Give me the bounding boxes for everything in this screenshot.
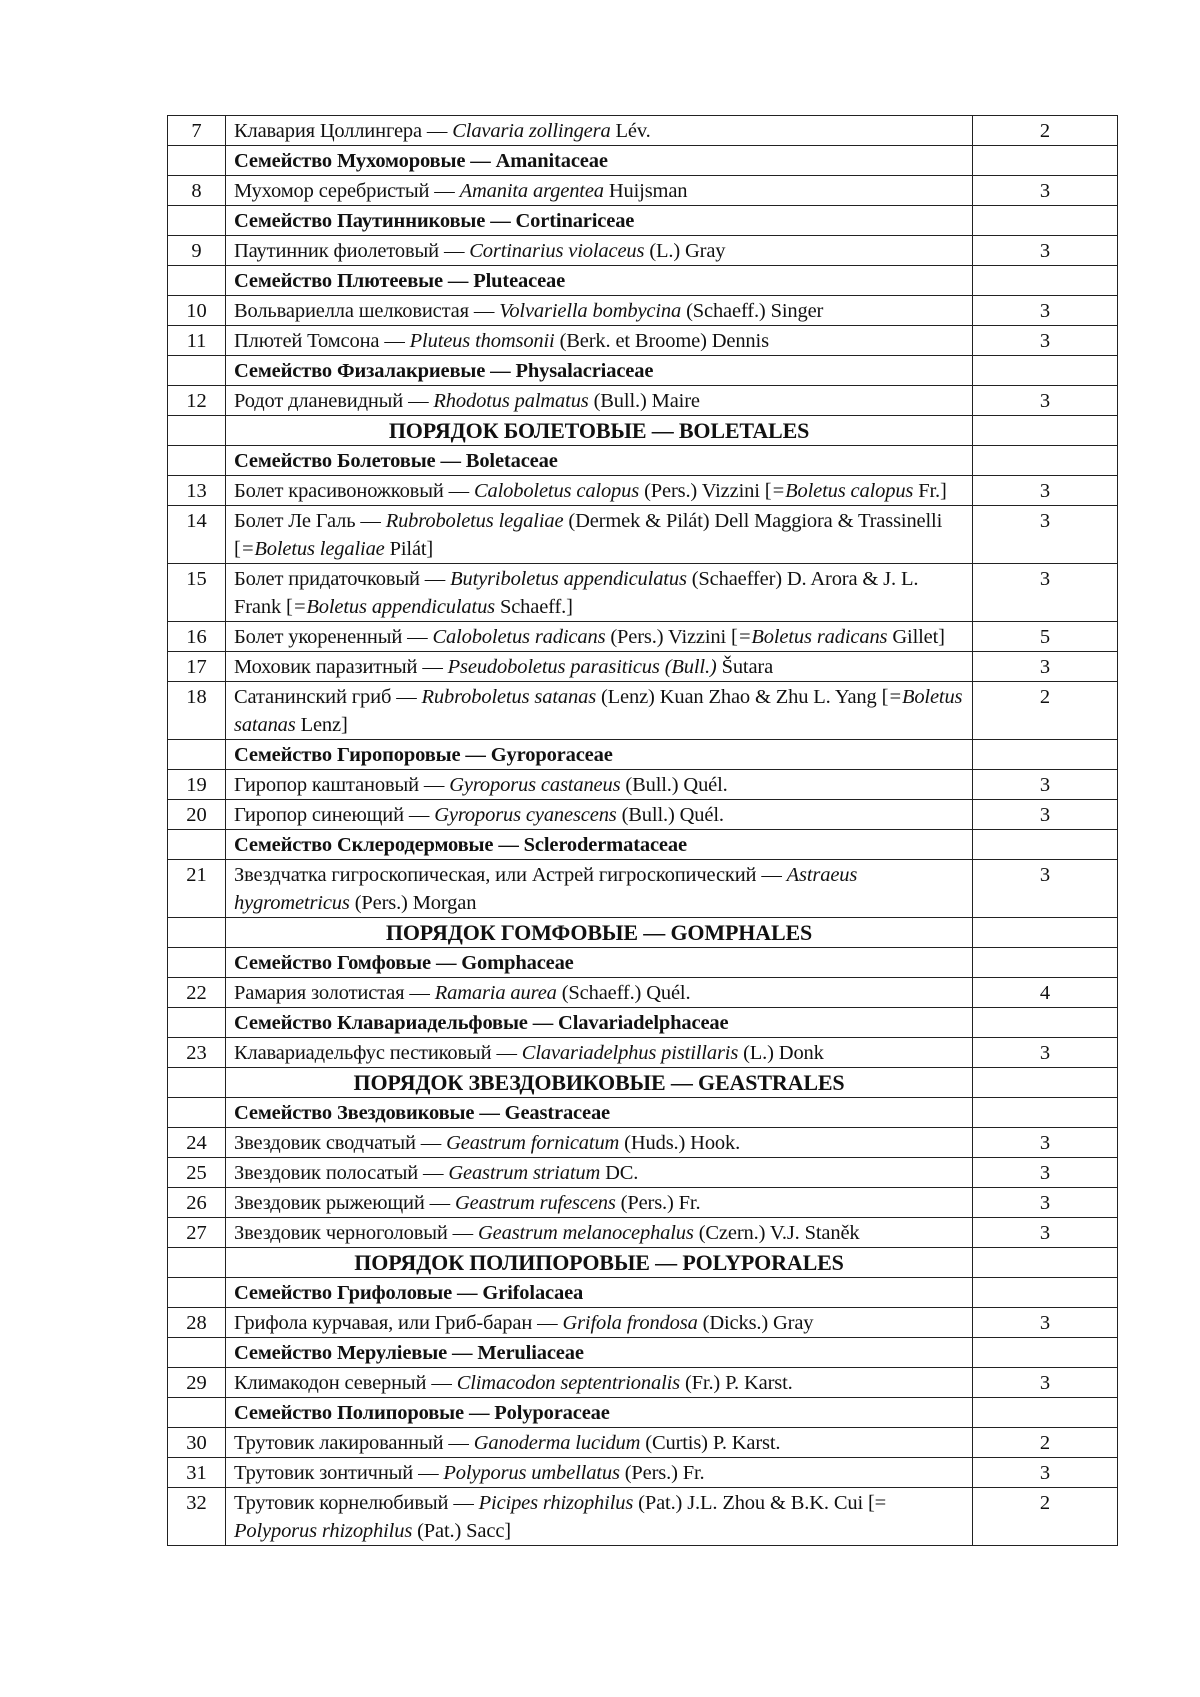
name-text: Звездовик рыжеющий — bbox=[234, 1192, 455, 1214]
row-number-cell bbox=[168, 146, 226, 176]
name-text: Семейство Физалакриевые — Physalacriaceae bbox=[234, 360, 654, 382]
latin-name-text: Grifola frondosa bbox=[562, 1312, 698, 1334]
category-cell: 3 bbox=[973, 800, 1118, 830]
name-text: (Berk. et Broome) Dennis bbox=[554, 330, 769, 352]
name-text: Звездовик полосатый — bbox=[234, 1162, 449, 1184]
name-text: Lév. bbox=[610, 120, 651, 142]
name-text: Семейство Полипоровые — Polyporaceae bbox=[234, 1402, 610, 1424]
row-number-cell: 29 bbox=[168, 1368, 226, 1398]
latin-name-text: Amanita argentea bbox=[459, 180, 604, 202]
species-name-cell bbox=[226, 1188, 973, 1218]
taxon-heading-cell bbox=[226, 356, 973, 386]
name-text: Звездовик черноголовый — bbox=[234, 1222, 478, 1244]
latin-name-text: Gyroporus castaneus bbox=[449, 774, 621, 796]
order-header-row bbox=[168, 918, 1118, 948]
name-text: Болет укорененный — bbox=[234, 626, 433, 648]
species-row bbox=[168, 1128, 1118, 1158]
category-cell bbox=[973, 206, 1118, 236]
category-cell: 3 bbox=[973, 236, 1118, 266]
category-cell: 5 bbox=[973, 622, 1118, 652]
name-text: Pilát] bbox=[384, 538, 434, 560]
name-text: Трутовик зонтичный — bbox=[234, 1462, 444, 1484]
species-name-cell bbox=[226, 682, 973, 740]
family-header-row bbox=[168, 1098, 1118, 1128]
name-text: Семейство Меруліевые — Meruliaceae bbox=[234, 1342, 584, 1364]
species-name-cell bbox=[226, 770, 973, 800]
name-text: (Lenz) Kuan Zhao & Zhu L. Yang [ bbox=[596, 686, 889, 708]
row-number-cell: 25 bbox=[168, 1158, 226, 1188]
name-text: (Pat.) Sacc] bbox=[412, 1520, 511, 1542]
family-header-row bbox=[168, 1338, 1118, 1368]
species-row bbox=[168, 1488, 1118, 1546]
latin-name-text: =Boletus satanas bbox=[234, 686, 963, 736]
name-text: (Pat.) J.L. Zhou & B.K. Cui [= bbox=[633, 1492, 887, 1514]
taxon-heading-cell bbox=[226, 918, 973, 948]
species-name-cell bbox=[226, 1038, 973, 1068]
name-text: (Pers.) Fr. bbox=[619, 1462, 705, 1484]
species-table-body bbox=[168, 116, 1118, 1546]
category-cell: 3 bbox=[973, 1368, 1118, 1398]
row-number-cell: 24 bbox=[168, 1128, 226, 1158]
species-name-cell bbox=[226, 176, 973, 206]
taxon-heading-cell bbox=[226, 416, 973, 446]
name-text: (Pers.) Fr. bbox=[615, 1192, 701, 1214]
species-row bbox=[168, 860, 1118, 918]
order-header-row bbox=[168, 1248, 1118, 1278]
latin-name-text: Gyroporus cyanescens bbox=[434, 804, 617, 826]
species-name-cell bbox=[226, 296, 973, 326]
category-cell: 3 bbox=[973, 1128, 1118, 1158]
name-text: (Dermek & Pilát) Dell Maggiora & Trassinelli [ bbox=[234, 510, 943, 560]
family-header-row bbox=[168, 356, 1118, 386]
category-cell bbox=[973, 1278, 1118, 1308]
row-number-cell: 11 bbox=[168, 326, 226, 356]
family-header-row bbox=[168, 266, 1118, 296]
species-name-cell bbox=[226, 1308, 973, 1338]
row-number-cell bbox=[168, 1068, 226, 1098]
row-number-cell bbox=[168, 1398, 226, 1428]
latin-name-text: Volvariella bombycina bbox=[499, 300, 682, 322]
latin-name-text: Geastrum fornicatum bbox=[446, 1132, 620, 1154]
row-number-cell: 7 bbox=[168, 116, 226, 146]
latin-name-text: Pseudoboletus parasiticus (Bull.) bbox=[447, 656, 717, 678]
species-row bbox=[168, 978, 1118, 1008]
latin-name-text: Ramaria aurea bbox=[434, 982, 557, 1004]
row-number-cell bbox=[168, 1278, 226, 1308]
category-cell bbox=[973, 1098, 1118, 1128]
species-row bbox=[168, 386, 1118, 416]
species-row bbox=[168, 1368, 1118, 1398]
category-cell bbox=[973, 146, 1118, 176]
species-name-cell bbox=[226, 1428, 973, 1458]
latin-name-text: Ganoderma lucidum bbox=[473, 1432, 641, 1454]
row-number-cell: 22 bbox=[168, 978, 226, 1008]
family-header-row bbox=[168, 446, 1118, 476]
category-cell: 3 bbox=[973, 296, 1118, 326]
taxon-heading-cell bbox=[226, 446, 973, 476]
species-name-cell bbox=[226, 116, 973, 146]
category-cell: 2 bbox=[973, 1488, 1118, 1546]
family-header-row bbox=[168, 1278, 1118, 1308]
name-text: (Dicks.) Gray bbox=[697, 1312, 814, 1334]
category-cell: 3 bbox=[973, 326, 1118, 356]
species-row bbox=[168, 116, 1118, 146]
species-row bbox=[168, 326, 1118, 356]
species-name-cell bbox=[226, 1158, 973, 1188]
latin-name-text: Caloboletus calopus bbox=[473, 480, 640, 502]
name-text: Семейство Гиропоровые — Gyroporaceae bbox=[234, 744, 613, 766]
row-number-cell: 21 bbox=[168, 860, 226, 918]
taxon-heading-cell bbox=[226, 206, 973, 236]
latin-name-text: =Boletus calopus bbox=[771, 480, 914, 502]
row-number-cell bbox=[168, 740, 226, 770]
row-number-cell: 14 bbox=[168, 506, 226, 564]
name-text: (Schaeff.) Singer bbox=[681, 300, 824, 322]
row-number-cell: 31 bbox=[168, 1458, 226, 1488]
category-cell: 3 bbox=[973, 1158, 1118, 1188]
category-cell: 2 bbox=[973, 682, 1118, 740]
species-table bbox=[167, 115, 1118, 1546]
taxon-heading-cell bbox=[226, 1338, 973, 1368]
row-number-cell: 32 bbox=[168, 1488, 226, 1546]
name-text: Клавариадельфус пестиковый — bbox=[234, 1042, 522, 1064]
category-cell bbox=[973, 356, 1118, 386]
row-number-cell bbox=[168, 918, 226, 948]
category-cell bbox=[973, 416, 1118, 446]
species-name-cell bbox=[226, 1488, 973, 1546]
name-text: Мухомор серебристый — bbox=[234, 180, 460, 202]
species-row bbox=[168, 1188, 1118, 1218]
order-header-row bbox=[168, 1068, 1118, 1098]
taxon-heading-cell bbox=[226, 740, 973, 770]
row-number-cell bbox=[168, 1008, 226, 1038]
name-text: (Pers.) Vizzini [ bbox=[605, 626, 738, 648]
name-text: Клавария Цоллингера — bbox=[234, 120, 453, 142]
family-header-row bbox=[168, 1398, 1118, 1428]
name-text: Родот дланевидный — bbox=[234, 390, 434, 412]
category-cell bbox=[973, 918, 1118, 948]
row-number-cell bbox=[168, 446, 226, 476]
category-cell bbox=[973, 740, 1118, 770]
name-text: Семейство Склеродермовые — Sclerodermataceae bbox=[234, 834, 687, 856]
species-row bbox=[168, 1458, 1118, 1488]
latin-name-text: Pluteus thomsonii bbox=[409, 330, 555, 352]
species-name-cell bbox=[226, 386, 973, 416]
category-cell: 3 bbox=[973, 770, 1118, 800]
name-text: (Huds.) Hook. bbox=[619, 1132, 741, 1154]
name-text: Болет красивоножковый — bbox=[234, 480, 474, 502]
category-cell bbox=[973, 1068, 1118, 1098]
latin-name-text: Butyriboletus appendiculatus bbox=[450, 568, 687, 590]
name-text: (Bull.) Quél. bbox=[620, 774, 728, 796]
species-row bbox=[168, 800, 1118, 830]
species-row bbox=[168, 770, 1118, 800]
species-name-cell bbox=[226, 1128, 973, 1158]
category-cell: 3 bbox=[973, 176, 1118, 206]
category-cell bbox=[973, 1248, 1118, 1278]
name-text: Huijsman bbox=[603, 180, 688, 202]
species-name-cell bbox=[226, 564, 973, 622]
name-text: (Schaeffer) D. Arora & J. L. Frank [ bbox=[234, 568, 919, 618]
name-text: (Bull.) Maire bbox=[588, 390, 700, 412]
species-row bbox=[168, 652, 1118, 682]
latin-name-text: Rubroboletus legaliae bbox=[385, 510, 564, 532]
name-text: Плютей Томсона — bbox=[234, 330, 410, 352]
name-text: Болет придаточковый — bbox=[234, 568, 451, 590]
taxon-heading-cell bbox=[226, 266, 973, 296]
species-row bbox=[168, 1158, 1118, 1188]
name-text: Трутовик лакированный — bbox=[234, 1432, 474, 1454]
species-row bbox=[168, 506, 1118, 564]
family-header-row bbox=[168, 206, 1118, 236]
latin-name-text: Picipes rhizophilus bbox=[478, 1492, 634, 1514]
row-number-cell bbox=[168, 1248, 226, 1278]
species-name-cell bbox=[226, 236, 973, 266]
species-name-cell bbox=[226, 506, 973, 564]
category-cell bbox=[973, 446, 1118, 476]
species-name-cell bbox=[226, 652, 973, 682]
order-header-row bbox=[168, 416, 1118, 446]
name-text: Сатанинский гриб — bbox=[234, 686, 422, 708]
category-cell: 4 bbox=[973, 978, 1118, 1008]
name-text: Звездчатка гигроскопическая, или Астрей гигроскопический — bbox=[234, 864, 787, 886]
row-number-cell: 9 bbox=[168, 236, 226, 266]
name-text: (L.) Gray bbox=[644, 240, 726, 262]
name-text: Грифола курчавая, или Гриб-баран — bbox=[234, 1312, 563, 1334]
name-text: (Fr.) P. Karst. bbox=[680, 1372, 793, 1394]
row-number-cell: 26 bbox=[168, 1188, 226, 1218]
row-number-cell bbox=[168, 1098, 226, 1128]
category-cell bbox=[973, 830, 1118, 860]
latin-name-text: Geastrum melanocephalus bbox=[477, 1222, 694, 1244]
name-text: Вольвариелла шелковистая — bbox=[234, 300, 500, 322]
taxon-heading-cell bbox=[226, 146, 973, 176]
name-text: Рамария золотистая — bbox=[234, 982, 435, 1004]
family-header-row bbox=[168, 830, 1118, 860]
species-name-cell bbox=[226, 978, 973, 1008]
name-text: ПОРЯДОК ГОМФОВЫЕ — GOMPHALES bbox=[385, 920, 813, 945]
species-name-cell bbox=[226, 622, 973, 652]
name-text: Паутинник фиолетовый — bbox=[234, 240, 470, 262]
species-name-cell bbox=[226, 476, 973, 506]
family-header-row bbox=[168, 1008, 1118, 1038]
row-number-cell: 17 bbox=[168, 652, 226, 682]
name-text: Болет Ле Галь — bbox=[234, 510, 386, 532]
species-row bbox=[168, 476, 1118, 506]
row-number-cell bbox=[168, 416, 226, 446]
row-number-cell: 19 bbox=[168, 770, 226, 800]
name-text: Моховик паразитный — bbox=[234, 656, 448, 678]
category-cell: 3 bbox=[973, 386, 1118, 416]
category-cell: 3 bbox=[973, 506, 1118, 564]
row-number-cell bbox=[168, 266, 226, 296]
row-number-cell: 18 bbox=[168, 682, 226, 740]
name-text: Fr.] bbox=[913, 480, 947, 502]
category-cell: 3 bbox=[973, 476, 1118, 506]
latin-name-text: Climacodon septentrionalis bbox=[456, 1372, 680, 1394]
row-number-cell: 15 bbox=[168, 564, 226, 622]
latin-name-text: Clavaria zollingera bbox=[452, 120, 611, 142]
name-text: Семейство Гомфовые — Gomphaceae bbox=[234, 952, 574, 974]
row-number-cell: 16 bbox=[168, 622, 226, 652]
latin-name-text: Clavariadelphus pistillaris bbox=[521, 1042, 739, 1064]
name-text: Семейство Паутинниковые — Cortinariceae bbox=[234, 210, 635, 232]
latin-name-text: Polyporus umbellatus bbox=[443, 1462, 620, 1484]
category-cell: 2 bbox=[973, 1428, 1118, 1458]
latin-name-text: Rubroboletus satanas bbox=[421, 686, 597, 708]
species-name-cell bbox=[226, 1458, 973, 1488]
row-number-cell: 10 bbox=[168, 296, 226, 326]
category-cell: 3 bbox=[973, 1458, 1118, 1488]
row-number-cell: 20 bbox=[168, 800, 226, 830]
name-text: ПОРЯДОК БОЛЕТОВЫЕ — BOLETALES bbox=[388, 418, 810, 443]
species-row bbox=[168, 564, 1118, 622]
name-text: (Czern.) V.J. Staněk bbox=[693, 1222, 860, 1244]
row-number-cell: 27 bbox=[168, 1218, 226, 1248]
name-text: ПОРЯДОК ПОЛИПОРОВЫЕ — POLYPORALES bbox=[354, 1250, 844, 1275]
category-cell: 3 bbox=[973, 1308, 1118, 1338]
latin-name-text: Rhodotus palmatus bbox=[433, 390, 589, 412]
species-row bbox=[168, 1218, 1118, 1248]
latin-name-text: Geastrum rufescens bbox=[454, 1192, 616, 1214]
latin-name-text: =Boletus appendiculatus bbox=[292, 596, 495, 618]
species-name-cell bbox=[226, 326, 973, 356]
name-text: (Schaeff.) Quél. bbox=[556, 982, 691, 1004]
name-text: (Curtis) P. Karst. bbox=[640, 1432, 781, 1454]
species-name-cell bbox=[226, 860, 973, 918]
name-text: Гиропор синеющий — bbox=[234, 804, 435, 826]
category-cell: 2 bbox=[973, 116, 1118, 146]
name-text: Семейство Мухоморовые — Amanitaceae bbox=[234, 150, 608, 172]
taxon-heading-cell bbox=[226, 948, 973, 978]
row-number-cell: 13 bbox=[168, 476, 226, 506]
row-number-cell bbox=[168, 206, 226, 236]
species-row bbox=[168, 296, 1118, 326]
category-cell: 3 bbox=[973, 652, 1118, 682]
name-text: Семейство Клавариадельфовые — Clavariadelphaceae bbox=[234, 1012, 729, 1034]
category-cell bbox=[973, 266, 1118, 296]
species-name-cell bbox=[226, 1368, 973, 1398]
species-row bbox=[168, 1428, 1118, 1458]
category-cell bbox=[973, 1008, 1118, 1038]
category-cell bbox=[973, 1398, 1118, 1428]
species-row bbox=[168, 236, 1118, 266]
row-number-cell: 12 bbox=[168, 386, 226, 416]
name-text: Семейство Звездовиковые — Geastraceae bbox=[234, 1102, 611, 1124]
taxon-heading-cell bbox=[226, 1008, 973, 1038]
latin-name-text: Polyporus rhizophilus bbox=[234, 1520, 413, 1542]
name-text: Gillet] bbox=[887, 626, 945, 648]
name-text: Трутовик корнелюбивый — bbox=[234, 1492, 479, 1514]
name-text: DC. bbox=[600, 1162, 639, 1184]
taxon-heading-cell bbox=[226, 1068, 973, 1098]
category-cell: 3 bbox=[973, 564, 1118, 622]
name-text: Семейство Плютеевые — Pluteaceae bbox=[234, 270, 566, 292]
species-row bbox=[168, 176, 1118, 206]
name-text: (Pers.) Vizzini [ bbox=[639, 480, 772, 502]
row-number-cell: 23 bbox=[168, 1038, 226, 1068]
category-cell: 3 bbox=[973, 1218, 1118, 1248]
species-row bbox=[168, 682, 1118, 740]
row-number-cell bbox=[168, 830, 226, 860]
name-text: Šutara bbox=[716, 656, 774, 678]
species-row bbox=[168, 1038, 1118, 1068]
species-name-cell bbox=[226, 800, 973, 830]
category-cell bbox=[973, 1338, 1118, 1368]
row-number-cell: 28 bbox=[168, 1308, 226, 1338]
name-text: Семейство Болетовые — Boletaceae bbox=[234, 450, 558, 472]
row-number-cell: 30 bbox=[168, 1428, 226, 1458]
name-text: Климакодон северный — bbox=[234, 1372, 457, 1394]
family-header-row bbox=[168, 948, 1118, 978]
latin-name-text: Astraeus hygrometricus bbox=[234, 864, 858, 914]
latin-name-text: Caloboletus radicans bbox=[432, 626, 606, 648]
category-cell: 3 bbox=[973, 1188, 1118, 1218]
taxon-heading-cell bbox=[226, 1098, 973, 1128]
taxon-heading-cell bbox=[226, 1248, 973, 1278]
latin-name-text: Geastrum striatum bbox=[448, 1162, 601, 1184]
name-text: Семейство Грифоловые — Grifolacaea bbox=[234, 1282, 584, 1304]
name-text: (Bull.) Quél. bbox=[616, 804, 724, 826]
latin-name-text: Cortinarius violaceus bbox=[469, 240, 645, 262]
family-header-row bbox=[168, 146, 1118, 176]
species-row bbox=[168, 1308, 1118, 1338]
name-text: Гиропор каштановый — bbox=[234, 774, 450, 796]
taxon-heading-cell bbox=[226, 830, 973, 860]
name-text: (L.) Donk bbox=[738, 1042, 824, 1064]
category-cell: 3 bbox=[973, 1038, 1118, 1068]
name-text: (Pers.) Morgan bbox=[349, 892, 477, 914]
species-name-cell bbox=[226, 1218, 973, 1248]
row-number-cell bbox=[168, 1338, 226, 1368]
name-text: ПОРЯДОК ЗВЕЗДОВИКОВЫЕ — GEASTRALES bbox=[353, 1070, 845, 1095]
species-row bbox=[168, 622, 1118, 652]
taxon-heading-cell bbox=[226, 1278, 973, 1308]
name-text: Звездовик сводчатый — bbox=[234, 1132, 447, 1154]
row-number-cell: 8 bbox=[168, 176, 226, 206]
latin-name-text: =Boletus radicans bbox=[737, 626, 888, 648]
name-text: Lenz] bbox=[295, 714, 348, 736]
latin-name-text: =Boletus legaliae bbox=[240, 538, 385, 560]
row-number-cell bbox=[168, 356, 226, 386]
taxon-heading-cell bbox=[226, 1398, 973, 1428]
category-cell: 3 bbox=[973, 860, 1118, 918]
family-header-row bbox=[168, 740, 1118, 770]
row-number-cell bbox=[168, 948, 226, 978]
category-cell bbox=[973, 948, 1118, 978]
name-text: Schaeff.] bbox=[495, 596, 573, 618]
